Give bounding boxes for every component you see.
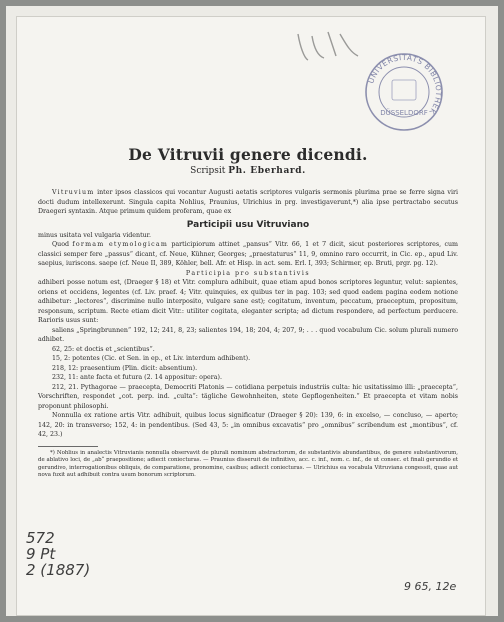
formam-lead: Quod [52, 241, 73, 248]
example-line: 218, 12: praesentium (Plin. dicit: absentium). [52, 364, 198, 372]
example-line: 15, 2: potentes (Cic. et Sen. in ep., et Liv. interdum adhibent). [52, 355, 251, 362]
author-prefix: Scripsit [190, 166, 226, 176]
example-line: Nonnulla ex ratione artis Vitr. adhibuit, quibus locus significatur (Draeger § 20): 139, 6: in excelso, — concluso, — aperto; 142, 20: in transverso; 152, 4: in pendentibus. (Sed 43, 5: „in omnibus excavatis“ pro „omnibus“ scribendum est „montibus“, cf. 42, 23.) [38, 412, 458, 438]
subsection-heading: Participia pro substantivis [185, 269, 311, 277]
author-name: Ph. Eberhard. [228, 166, 306, 176]
svg-text:UNIVERSITÄTS BIBLIOTHEK [366, 53, 443, 117]
shelfmark-line-3: 2 (1887) [26, 561, 91, 579]
example-line: saliens „Springbrunnen“ 192, 12; 241, 8, 23; salientes 194, 18; 204, 4; 207, 9; . . . quod vocabulum Cic. solum plurali numero adhibet. [38, 326, 458, 343]
footnote-rule [38, 446, 98, 447]
stamp-ring-text: UNIVERSITÄTS BIBLIOTHEK [366, 52, 444, 117]
handwritten-note: 9 65, 12e [404, 580, 457, 593]
article [38, 145, 458, 480]
formam-spaced: formam etymologicam [72, 241, 169, 248]
library-stamp [362, 50, 446, 134]
handwritten-shelfmark [26, 530, 90, 578]
after-heading-text: minus usitata vel vulgaria videntur. [38, 231, 151, 239]
shelfmark-line-2: 9 Pt [26, 545, 56, 563]
shelfmark-line-1: 572 [26, 529, 55, 547]
footnote: *) Nohlius in analectis Vitruvianis nonnulla observavit de plurali nominum abstractorum, de substantivis abundantibus, de genere substantivorum, de ablativo loci, de „ab“ praepositione; adiecit coniecturas. — Praunius disseruit de infinitivo, acc. c. inf., nom. c. inf., de ut consec. et finali gerundio et gerundivo, interrogationibus obliquis, de comparatione, pronomine, casibus; adiecit coniecturas. — Ulrichius ea vocabula Vitruviana congessit, quae aut nova fuxit aut adhibuit contra usum bonorum scriptorum. [38, 449, 458, 479]
article-title: De Vitruvii genere dicendi. [128, 145, 368, 164]
example-line: 232, 11: ante facta et futura (2. 14 appositur: opera). [52, 374, 222, 381]
formam-text: participiorum attinet „pansus“ Vitr. 66, 1 et 7 dicit, sicut posteriores scriptores, cum classici semper fere „passus“ dicant, cf. Neue, Kühner, Georges; „praestaturus“ 11, 9, omnino raro occurrit, in Cic. ep., apud Liv. saepius, iuriscons. saepe (cf. Neue II, 389, Köhler, bell. Afr. et Hisp. in act. sem. Erl. I, 393; Schirmer, ep. Bruti, prgr. pg. 12). [38, 241, 458, 267]
substantive-paragraph: adhiberi posse notum est, (Draeger § 18) et Vitr. complura adhibuit, quae etiam apud bonos scriptores leguntur, velut: sapientes, oriens et occidens, legentes (cf. Liv. praef. 4; Vitr. quinquies, ex quibus ter in pag. 103; sed quod eadem pagina eodem notione adhibetur: „lectores“, discrimine nullo interposito, vulgare sane est); cogitatum, inventum, peccatum, praeceptum, propositum, responsum, scriptum. Recte etiam dicit Vitr.: utiliter cogitata, eleganter scripta; ad dictum respondere, ad perfectum perducere. Rarioris usus sunt: [38, 279, 458, 324]
example-line: 212, 21. Pythagorae — praecepta, Democriti Platonis — cotidiana perpetuis industriis culta: hic usitatissimo illi: „praecepta“, Vorschriften, respondet „cot. perp. ind. „culta“: tägliche Gewohnheiten, stete Gepflogenheiten.“ Et praecepta et vitam nobis proponunt philosophi. [38, 383, 458, 410]
intro-emphasis: Vitruvium [52, 189, 95, 196]
formam-paragraph [38, 240, 458, 269]
author-line [38, 166, 458, 176]
pencil-scribble [290, 26, 370, 66]
section-heading: Participii usu Vitruviano [186, 219, 310, 230]
intro-paragraph [38, 188, 458, 217]
stamp-center-text: DÜSSELDORF [380, 109, 428, 117]
example-line: 62, 25: et doctis et „scientibus“. [52, 345, 155, 353]
intro-text: inter ipsos classicos qui vocantur Augusti aetatis scriptores vulgaris sermonis plurima prae se ferre signa viri docti dudum intellexerunt. Singula capita Nohlius, Praunius, Ulrichius in prg. investigaverunt,*) alia ipse pertractabo secutus Draegeri syntaxin. Atque primum quidem proferam, quae ex [38, 189, 458, 215]
